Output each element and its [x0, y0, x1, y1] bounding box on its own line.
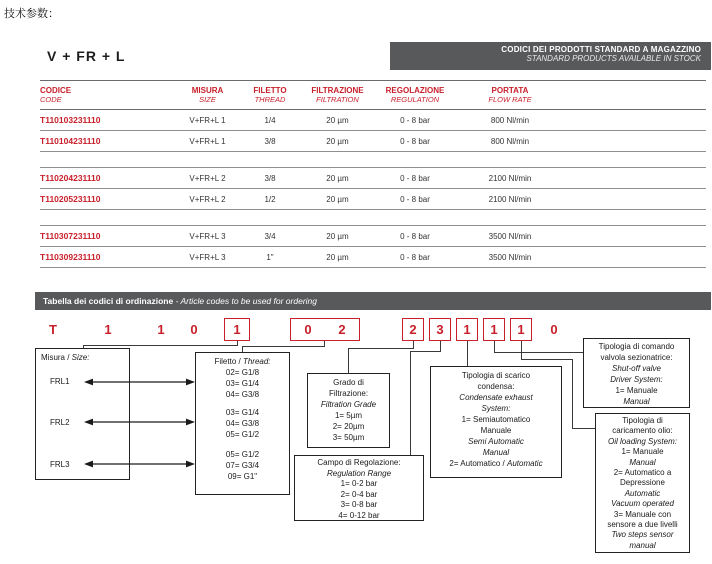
title-it: Filetto / — [214, 357, 243, 366]
size-item-frl3: FRL3 — [50, 460, 70, 469]
cell-filtration: 20 µm — [326, 252, 349, 262]
legend-line: System: — [481, 404, 511, 413]
header-en: CODE — [40, 95, 62, 104]
technical-params-label: 技术参数： — [4, 8, 59, 20]
legend-line: condensa: — [477, 382, 515, 391]
cell-thread: 1/2 — [264, 194, 276, 204]
legend-line: Semi Automatic — [468, 437, 524, 446]
cell-size: V+FR+L 3 — [189, 231, 226, 241]
cell-code: T110309231110 — [40, 252, 101, 262]
legend-line: Depressione — [620, 478, 665, 488]
size-item-frl2: FRL2 — [50, 418, 70, 427]
thread-option: 09= G1" — [227, 472, 258, 481]
header-en: FLOW RATE — [488, 95, 532, 104]
order-code-condensate-box: 1 — [456, 318, 478, 341]
legend-line: 1= Manuale — [621, 447, 664, 457]
legend-line: Tipologia di comando — [598, 342, 675, 351]
oil-legend-box — [595, 413, 690, 553]
cell-code: T110307231110 — [40, 231, 101, 241]
legend-line: Tipologia di scarico — [461, 371, 531, 380]
column-header-filetto — [250, 86, 290, 104]
title-it: Misura / — [41, 353, 72, 362]
legend-line: Manuale — [480, 426, 512, 435]
legend-line: 2= 20µm — [332, 422, 365, 431]
order-code-char: T — [49, 322, 57, 337]
legend-line: 3= 0-8 bar — [340, 500, 378, 509]
title-en: Size: — [71, 353, 90, 362]
table-group-gap — [40, 152, 706, 168]
order-code-oil-box: 1 — [510, 318, 532, 341]
ordering-section-bar — [35, 292, 711, 310]
cell-code: T110205231110 — [40, 194, 101, 204]
legend-line: caricamento olio: — [612, 426, 673, 436]
legend-line: 3= Manuale con — [613, 509, 672, 519]
thread-option: 03= G1/4 — [225, 408, 260, 417]
legend-line: Shut-off valve — [612, 364, 661, 373]
legend-line: Automatic — [624, 488, 661, 498]
legend-line: 2= 0-4 bar — [340, 489, 378, 499]
legend-line: 2= Automatico a — [613, 468, 672, 478]
legend-line: 1= 0-2 bar — [340, 479, 378, 488]
stock-banner-line2: STANDARD PRODUCTS AVAILABLE IN STOCK — [526, 54, 701, 63]
column-header-portata — [445, 86, 575, 104]
order-code-char: 2 — [338, 322, 346, 337]
column-header-regolazione — [385, 86, 445, 104]
order-code-regulation-box: 3 — [429, 318, 451, 341]
cell-thread: 3/4 — [264, 231, 276, 241]
table-header-row — [40, 80, 706, 110]
cell-regulation: 0 - 8 bar — [400, 231, 430, 241]
cell-filtration: 20 µm — [326, 136, 349, 146]
legend-line-part: Automatic — [507, 459, 543, 468]
table-group-gap — [40, 210, 706, 226]
table-row — [40, 226, 706, 247]
size-legend-title — [36, 349, 129, 363]
legend-line-part: 2= Automatico / — [449, 459, 507, 468]
cell-code: T110104231110 — [40, 136, 101, 146]
order-code-char: 0 — [190, 322, 198, 337]
cell-filtration: 20 µm — [326, 173, 349, 183]
cell-size: V+FR+L 2 — [189, 194, 226, 204]
cell-size: V+FR+L 2 — [189, 173, 226, 183]
legend-line: 1= Semiautomatico — [461, 415, 531, 424]
legend-line: 4= 0-12 bar — [338, 510, 380, 520]
cell-size: V+FR+L 1 — [189, 136, 226, 146]
cell-filtration: 20 µm — [326, 194, 349, 204]
thread-legend-box — [195, 352, 290, 495]
cell-size: V+FR+L 1 — [189, 115, 226, 125]
catalog-table — [40, 80, 706, 268]
legend-line: Manual — [482, 448, 510, 457]
thread-option: 04= G3/8 — [225, 390, 260, 399]
order-code-size-box: 1 — [224, 318, 250, 341]
table-row — [40, 247, 706, 268]
cell-code: T110204231110 — [40, 173, 101, 183]
legend-line: Two steps sensor — [611, 530, 674, 540]
cell-thread: 1" — [266, 252, 274, 262]
cell-thread: 3/8 — [264, 173, 276, 183]
thread-group-2 — [196, 407, 289, 440]
thread-option: 05= G1/2 — [225, 450, 260, 459]
cell-flow: 800 Nl/min — [490, 115, 530, 125]
cell-flow: 2100 Nl/min — [488, 173, 532, 183]
thread-group-3 — [196, 449, 289, 482]
cell-regulation: 0 - 8 bar — [400, 173, 430, 183]
order-code-filtration-box: 2 — [402, 318, 424, 341]
legend-line: Driver System: — [610, 375, 663, 384]
column-header-misura — [165, 86, 250, 104]
header-en: SIZE — [199, 95, 216, 104]
regulation-legend-box — [294, 455, 424, 521]
cell-filtration: 20 µm — [326, 231, 349, 241]
ordering-section-title-en: - Article codes to be used for ordering — [173, 296, 317, 306]
table-row — [40, 189, 706, 210]
thread-option: 05= G1/2 — [225, 430, 260, 439]
thread-option: 02= G1/8 — [225, 368, 260, 377]
order-code-char: 1 — [104, 322, 112, 337]
header-it: CODICE — [40, 86, 72, 95]
legend-line — [431, 458, 561, 469]
stock-banner-line1: CODICI DEI PRODOTTI STANDARD A MAGAZZINO — [501, 45, 701, 54]
cell-thread: 1/4 — [264, 115, 276, 125]
cell-flow: 3500 Nl/min — [488, 252, 532, 262]
order-code-valve-box: 1 — [483, 318, 505, 341]
header-it: FILTRAZIONE — [311, 86, 364, 95]
order-code-char: 0 — [550, 322, 558, 337]
order-code-thread-box — [290, 318, 360, 341]
legend-line: Manual — [629, 457, 656, 467]
legend-line: manual — [629, 540, 656, 550]
legend-line: Regulation Range — [326, 468, 392, 478]
filtration-legend-box — [307, 373, 390, 448]
thread-option: 07= G3/4 — [225, 461, 260, 470]
legend-line: Campo di Regolazione: — [317, 458, 401, 467]
header-it: REGOLAZIONE — [385, 86, 445, 95]
legend-line: Oil loading System: — [608, 436, 677, 446]
cell-thread: 3/8 — [264, 136, 276, 146]
table-row — [40, 168, 706, 189]
cell-regulation: 0 - 8 bar — [400, 136, 430, 146]
product-code-title: V + FR + L — [47, 48, 126, 64]
table-row — [40, 131, 706, 152]
size-item-frl1: FRL1 — [50, 377, 70, 386]
legend-line: Grado di — [333, 378, 364, 387]
size-legend-box — [35, 348, 130, 480]
column-header-filtrazione — [290, 86, 385, 104]
stock-banner — [390, 42, 711, 70]
header-it: PORTATA — [491, 86, 529, 95]
condensate-legend-box — [430, 366, 562, 478]
header-en: FILTRATION — [316, 95, 359, 104]
thread-option: 04= G3/8 — [225, 419, 260, 428]
cell-flow: 2100 Nl/min — [488, 194, 532, 204]
legend-line: Filtrazione: — [328, 389, 369, 398]
legend-line: Manual — [623, 397, 650, 406]
header-en: THREAD — [254, 95, 286, 104]
legend-line: Condensate exhaust — [459, 393, 533, 402]
thread-legend-title — [196, 353, 289, 367]
cell-flow: 800 Nl/min — [490, 136, 530, 146]
legend-line: valvola sezionatrice: — [600, 353, 673, 362]
cell-regulation: 0 - 8 bar — [400, 115, 430, 125]
header-en: REGULATION — [390, 95, 440, 104]
ordering-section-title-it: Tabella dei codici di ordinazione — [43, 296, 174, 306]
cell-size: V+FR+L 3 — [189, 252, 226, 262]
cell-flow: 3500 Nl/min — [488, 231, 532, 241]
order-code-char: 1 — [157, 322, 165, 337]
header-it: FILETTO — [253, 86, 287, 95]
legend-line: Tipologia di — [622, 416, 663, 425]
cell-regulation: 0 - 8 bar — [400, 194, 430, 204]
legend-line: 1= 5µm — [334, 411, 363, 420]
thread-option: 03= G1/4 — [225, 379, 260, 388]
legend-line: 3= 50µm — [332, 433, 365, 442]
legend-line: Filtration Grade — [320, 400, 377, 409]
legend-line: 1= Manuale — [615, 386, 658, 395]
thread-group-1 — [196, 367, 289, 400]
column-header-codice — [40, 86, 165, 104]
table-row — [40, 110, 706, 131]
cell-code: T110103231110 — [40, 115, 101, 125]
cell-filtration: 20 µm — [326, 115, 349, 125]
legend-line: Vacuum operated — [611, 499, 674, 509]
cell-regulation: 0 - 8 bar — [400, 252, 430, 262]
valve-legend-box — [583, 338, 690, 408]
header-it: MISURA — [191, 86, 224, 95]
order-code-char: 0 — [304, 322, 312, 337]
legend-line: sensore a due livelli — [607, 520, 678, 530]
title-en: Thread: — [242, 357, 271, 366]
